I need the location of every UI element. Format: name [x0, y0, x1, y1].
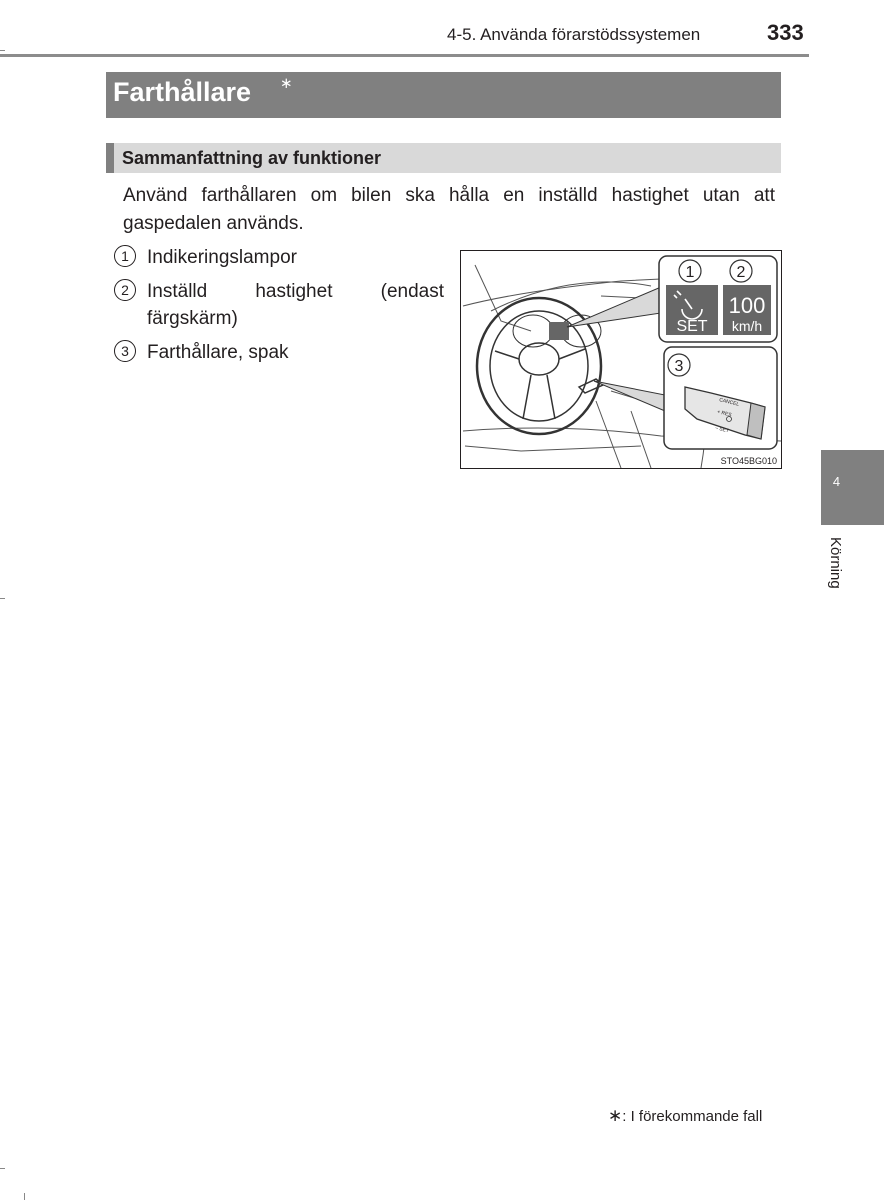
cruise-control-figure	[460, 250, 782, 469]
callout-2: 2	[736, 264, 746, 281]
chapter-tab	[821, 450, 884, 525]
crop-mark	[0, 1168, 5, 1169]
header-divider	[0, 54, 809, 57]
footnote-text: : I förekommande fall	[622, 1108, 763, 1125]
page-title: Farthållare	[113, 77, 252, 107]
item-number: 1	[114, 245, 136, 267]
item-number: 3	[114, 340, 136, 362]
speed-unit: km/h	[731, 318, 763, 334]
list-item	[114, 244, 444, 271]
title-bar	[106, 72, 781, 118]
chapter-label: Körning	[827, 537, 844, 589]
item-text: Inställd hastighet (endast färgskärm)	[147, 281, 444, 329]
speed-value: 100	[728, 293, 766, 318]
header-section-title: 4-5. Använda förarstödssystemen	[447, 25, 701, 44]
crop-mark	[24, 1193, 25, 1200]
footnote	[608, 1106, 762, 1126]
callout-3: 3	[674, 358, 684, 375]
chapter-number: 4	[832, 474, 841, 489]
item-number: 2	[114, 279, 136, 301]
item-text: Indikeringslampor	[147, 247, 297, 268]
item-text: Farthållare, spak	[147, 342, 289, 363]
subsection-bar	[106, 143, 781, 173]
dashboard-illustration	[461, 251, 781, 468]
lever-res-label: + RES	[716, 409, 733, 419]
crop-mark	[0, 50, 5, 51]
lever-cancel-label: CANCEL	[718, 397, 740, 408]
set-label: SET	[676, 318, 708, 335]
footnote-mark: ∗	[608, 1106, 623, 1125]
feature-list	[114, 244, 444, 373]
subsection-heading: Sammanfattning av funktioner	[122, 148, 382, 168]
subsection-accent	[106, 143, 114, 173]
crop-mark	[0, 598, 5, 599]
page-number: 333	[767, 20, 804, 45]
title-asterisk: ∗	[280, 75, 293, 92]
callout-1: 1	[685, 264, 695, 281]
lever-set-label: – SET	[714, 425, 730, 435]
list-item	[114, 339, 444, 366]
intro-paragraph: Använd farthållaren om bilen ska hålla en inställd hastighet utan att gaspedalen används.	[123, 185, 775, 234]
figure-code: STO45BG010	[720, 456, 777, 466]
list-item	[114, 278, 444, 332]
